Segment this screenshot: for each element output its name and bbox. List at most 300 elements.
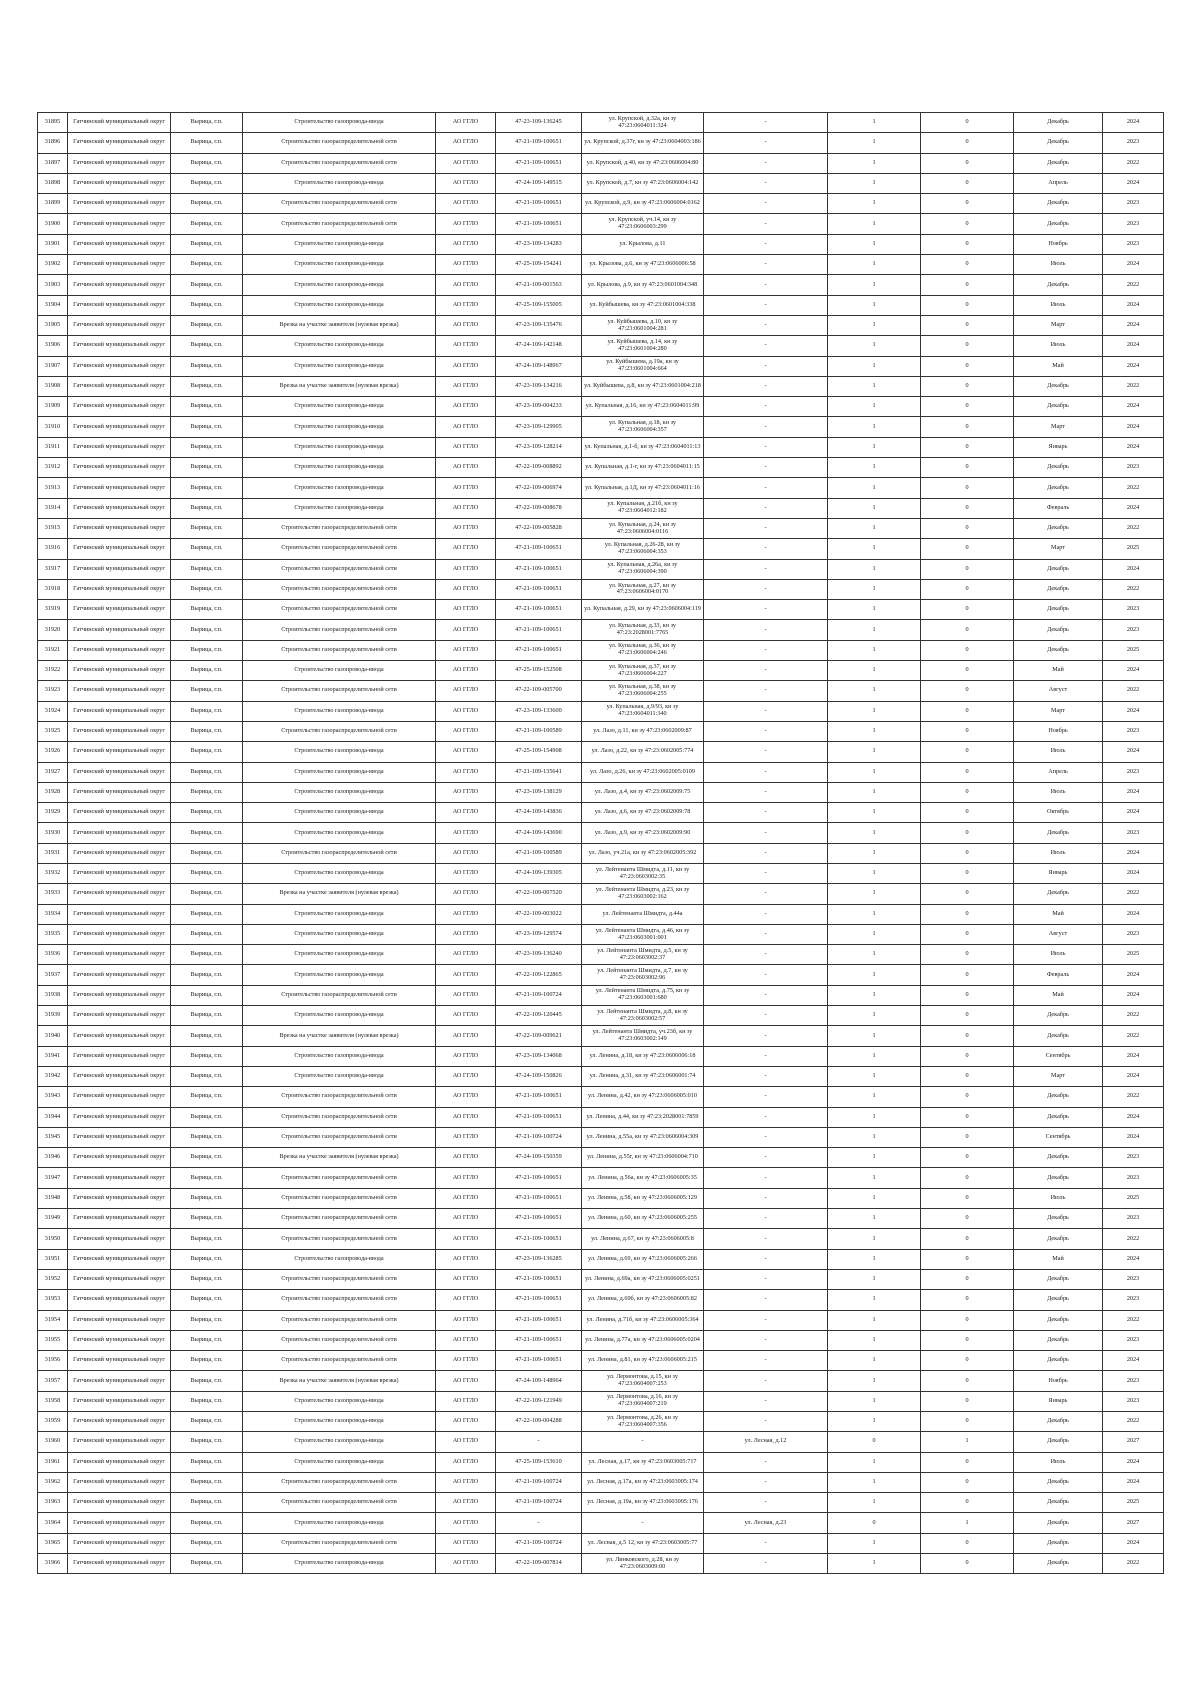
- operator-cell: АО ГГЛО: [436, 1371, 496, 1391]
- settlement-cell: Вырица, г.п.: [171, 295, 243, 315]
- count-b-cell: 0: [921, 417, 1014, 437]
- month-cell: Декабрь: [1014, 1006, 1103, 1026]
- settlement-cell: Вырица, г.п.: [171, 762, 243, 782]
- settlement-cell: Вырица, г.п.: [171, 904, 243, 924]
- planned-address-cell: -: [704, 234, 828, 254]
- month-cell: Декабрь: [1014, 884, 1103, 904]
- month-cell: Март: [1014, 539, 1103, 559]
- month-cell: Август: [1014, 924, 1103, 944]
- request-code-cell: 47-23-109-129905: [496, 417, 582, 437]
- settlement-cell: Вырица, г.п.: [171, 1026, 243, 1046]
- row-number: 31965: [38, 1533, 68, 1553]
- operator-cell: АО ГГЛО: [436, 843, 496, 863]
- month-cell: Ноябрь: [1014, 721, 1103, 741]
- table-row: [38, 863, 1164, 883]
- year-cell: 2024: [1103, 437, 1164, 457]
- settlement-cell: Вырица, г.п.: [171, 1229, 243, 1249]
- address-cell: ул. Лейтенанта Шмидта, д.5, кн зу 47:23:0603002:37: [582, 945, 704, 965]
- operator-cell: АО ГГЛО: [436, 1026, 496, 1046]
- request-code-cell: 47-23-109-134216: [496, 376, 582, 396]
- planned-address-cell: -: [704, 498, 828, 518]
- table-row: [38, 133, 1164, 153]
- operator-cell: АО ГГЛО: [436, 661, 496, 681]
- settlement-cell: Вырица, г.п.: [171, 782, 243, 802]
- year-cell: 2024: [1103, 863, 1164, 883]
- year-cell: 2024: [1103, 498, 1164, 518]
- work-type-cell: Строительство газопровода-ввода: [243, 275, 436, 295]
- month-cell: Июль: [1014, 945, 1103, 965]
- count-a-cell: 1: [828, 255, 921, 275]
- operator-cell: АО ГГЛО: [436, 1513, 496, 1533]
- count-b-cell: 0: [921, 1371, 1014, 1391]
- row-number: 31896: [38, 133, 68, 153]
- municipality-cell: Гатчинский муниципальный округ: [68, 1371, 171, 1391]
- row-number: 31934: [38, 904, 68, 924]
- operator-cell: АО ГГЛО: [436, 214, 496, 234]
- request-code-cell: 47-21-109-100651: [496, 559, 582, 579]
- count-b-cell: 0: [921, 782, 1014, 802]
- planned-address-cell: -: [704, 1472, 828, 1492]
- row-number: 31918: [38, 579, 68, 599]
- work-type-cell: Строительство газопровода-ввода: [243, 1249, 436, 1269]
- request-code-cell: 47-21-109-100724: [496, 1533, 582, 1553]
- table-row: [38, 1391, 1164, 1411]
- settlement-cell: Вырица, г.п.: [171, 133, 243, 153]
- request-code-cell: 47-22-109-008892: [496, 458, 582, 478]
- municipality-cell: Гатчинский муниципальный округ: [68, 1452, 171, 1472]
- year-cell: 2025: [1103, 1493, 1164, 1513]
- address-cell: ул. Лейтенанта Шмидта, уч.23б, кн зу 47:23:0603002:149: [582, 1026, 704, 1046]
- year-cell: 2023: [1103, 620, 1164, 640]
- settlement-cell: Вырица, г.п.: [171, 1127, 243, 1147]
- year-cell: 2023: [1103, 1269, 1164, 1289]
- month-cell: Декабрь: [1014, 1513, 1103, 1533]
- settlement-cell: Вырица, г.п.: [171, 1249, 243, 1269]
- request-code-cell: 47-24-109-150826: [496, 1066, 582, 1086]
- municipality-cell: Гатчинский муниципальный округ: [68, 113, 171, 133]
- planned-address-cell: -: [704, 1168, 828, 1188]
- municipality-cell: Гатчинский муниципальный округ: [68, 1168, 171, 1188]
- work-type-cell: Строительство газопровода-ввода: [243, 1452, 436, 1472]
- count-a-cell: 1: [828, 1249, 921, 1269]
- month-cell: Декабрь: [1014, 640, 1103, 660]
- address-cell: ул. Крылова, д.9, кн зу 47:23:0601004:348: [582, 275, 704, 295]
- address-cell: ул. Купальная, д.27, кн зу 47:23:0606004:0170: [582, 579, 704, 599]
- settlement-cell: Вырица, г.п.: [171, 1310, 243, 1330]
- planned-address-cell: -: [704, 1107, 828, 1127]
- count-b-cell: 0: [921, 559, 1014, 579]
- operator-cell: АО ГГЛО: [436, 1472, 496, 1492]
- month-cell: Июль: [1014, 782, 1103, 802]
- address-cell: ул. Лазо, д.22, кн зу 47:23:0602005:774: [582, 742, 704, 762]
- operator-cell: АО ГГЛО: [436, 782, 496, 802]
- count-a-cell: 1: [828, 1391, 921, 1411]
- address-cell: ул. Ленина, д.69, кн зу 47:23:0606005:266: [582, 1249, 704, 1269]
- table-row: [38, 498, 1164, 518]
- settlement-cell: Вырица, г.п.: [171, 1148, 243, 1168]
- request-code-cell: 47-22-109-003022: [496, 904, 582, 924]
- settlement-cell: Вырица, г.п.: [171, 1472, 243, 1492]
- month-cell: Февраль: [1014, 498, 1103, 518]
- operator-cell: АО ГГЛО: [436, 539, 496, 559]
- count-a-cell: 1: [828, 661, 921, 681]
- row-number: 31939: [38, 1006, 68, 1026]
- table-row: [38, 539, 1164, 559]
- work-type-cell: Строительство газопровода-ввода: [243, 863, 436, 883]
- settlement-cell: Вырица, г.п.: [171, 194, 243, 214]
- municipality-cell: Гатчинский муниципальный округ: [68, 884, 171, 904]
- request-code-cell: 47-25-109-153610: [496, 1452, 582, 1472]
- planned-address-cell: -: [704, 1452, 828, 1472]
- year-cell: 2024: [1103, 965, 1164, 985]
- row-number: 31929: [38, 803, 68, 823]
- table-row: [38, 1513, 1164, 1533]
- municipality-cell: Гатчинский муниципальный округ: [68, 762, 171, 782]
- year-cell: 2025: [1103, 640, 1164, 660]
- year-cell: 2023: [1103, 823, 1164, 843]
- count-a-cell: 1: [828, 1046, 921, 1066]
- month-cell: Сентябрь: [1014, 1046, 1103, 1066]
- work-type-cell: Строительство газопровода-ввода: [243, 1066, 436, 1086]
- year-cell: 2024: [1103, 1066, 1164, 1086]
- count-b-cell: 0: [921, 295, 1014, 315]
- address-cell: ул. Купальная, д.33, кн зу 47:23:2028001:7765: [582, 620, 704, 640]
- operator-cell: АО ГГЛО: [436, 1391, 496, 1411]
- month-cell: Декабрь: [1014, 1554, 1103, 1574]
- month-cell: Декабрь: [1014, 1269, 1103, 1289]
- address-cell: ул. Ленина, д.42, кн зу 47:23:0606005:010: [582, 1087, 704, 1107]
- year-cell: 2022: [1103, 518, 1164, 538]
- operator-cell: АО ГГЛО: [436, 884, 496, 904]
- municipality-cell: Гатчинский муниципальный округ: [68, 153, 171, 173]
- planned-address-cell: -: [704, 275, 828, 295]
- table-row: [38, 194, 1164, 214]
- settlement-cell: Вырица, г.п.: [171, 965, 243, 985]
- table-row: [38, 1127, 1164, 1147]
- planned-address-cell: -: [704, 173, 828, 193]
- table-row: [38, 113, 1164, 133]
- table-row: [38, 1533, 1164, 1553]
- operator-cell: АО ГГЛО: [436, 945, 496, 965]
- planned-address-cell: -: [704, 945, 828, 965]
- count-b-cell: 1: [921, 1513, 1014, 1533]
- settlement-cell: Вырица, г.п.: [171, 1168, 243, 1188]
- count-a-cell: 1: [828, 945, 921, 965]
- planned-address-cell: -: [704, 518, 828, 538]
- month-cell: Декабрь: [1014, 397, 1103, 417]
- planned-address-cell: -: [704, 1066, 828, 1086]
- work-type-cell: Строительство газораспределительной сети: [243, 1127, 436, 1147]
- registry-document: [37, 112, 1163, 1574]
- year-cell: 2022: [1103, 681, 1164, 701]
- planned-address-cell: -: [704, 356, 828, 376]
- year-cell: 2027: [1103, 1513, 1164, 1533]
- count-b-cell: 0: [921, 336, 1014, 356]
- operator-cell: АО ГГЛО: [436, 1554, 496, 1574]
- work-type-cell: Строительство газопровода-ввода: [243, 478, 436, 498]
- month-cell: Декабрь: [1014, 458, 1103, 478]
- address-cell: ул. Крупской, д.40, кн зу 47:23:0606004:80: [582, 153, 704, 173]
- month-cell: Октябрь: [1014, 803, 1103, 823]
- count-a-cell: 1: [828, 1229, 921, 1249]
- municipality-cell: Гатчинский муниципальный округ: [68, 1351, 171, 1371]
- count-b-cell: 0: [921, 1107, 1014, 1127]
- year-cell: 2023: [1103, 762, 1164, 782]
- settlement-cell: Вырица, г.п.: [171, 661, 243, 681]
- address-cell: ул. Ленина, д.18, кн зу 47:23:0606006:18: [582, 1046, 704, 1066]
- month-cell: Ноябрь: [1014, 1371, 1103, 1391]
- request-code-cell: 47-22-109-007520: [496, 884, 582, 904]
- month-cell: Декабрь: [1014, 518, 1103, 538]
- municipality-cell: Гатчинский муниципальный округ: [68, 721, 171, 741]
- settlement-cell: Вырица, г.п.: [171, 356, 243, 376]
- year-cell: 2023: [1103, 1209, 1164, 1229]
- request-code-cell: 47-22-109-005700: [496, 681, 582, 701]
- address-cell: ул. Ленина, д.81, кн зу 47:23:0606005:215: [582, 1351, 704, 1371]
- year-cell: 2024: [1103, 255, 1164, 275]
- planned-address-cell: ул. Лесная, д.23: [704, 1513, 828, 1533]
- year-cell: 2023: [1103, 1371, 1164, 1391]
- municipality-cell: Гатчинский муниципальный округ: [68, 397, 171, 417]
- planned-address-cell: -: [704, 437, 828, 457]
- count-a-cell: 1: [828, 681, 921, 701]
- table-row: [38, 782, 1164, 802]
- municipality-cell: Гатчинский муниципальный округ: [68, 1472, 171, 1492]
- settlement-cell: Вырица, г.п.: [171, 945, 243, 965]
- year-cell: 2024: [1103, 336, 1164, 356]
- table-row: [38, 1330, 1164, 1350]
- year-cell: 2024: [1103, 1472, 1164, 1492]
- operator-cell: АО ГГЛО: [436, 478, 496, 498]
- table-row: [38, 1066, 1164, 1086]
- work-type-cell: Строительство газораспределительной сети: [243, 153, 436, 173]
- planned-address-cell: -: [704, 1351, 828, 1371]
- work-type-cell: Строительство газораспределительной сети: [243, 843, 436, 863]
- row-number: 31907: [38, 356, 68, 376]
- operator-cell: АО ГГЛО: [436, 1209, 496, 1229]
- row-number: 31960: [38, 1432, 68, 1452]
- month-cell: Декабрь: [1014, 1330, 1103, 1350]
- planned-address-cell: -: [704, 1209, 828, 1229]
- row-number: 31904: [38, 295, 68, 315]
- row-number: 31915: [38, 518, 68, 538]
- work-type-cell: Строительство газопровода-ввода: [243, 295, 436, 315]
- work-type-cell: Строительство газораспределительной сети: [243, 681, 436, 701]
- year-cell: 2023: [1103, 600, 1164, 620]
- row-number: 31949: [38, 1209, 68, 1229]
- row-number: 31913: [38, 478, 68, 498]
- operator-cell: АО ГГЛО: [436, 498, 496, 518]
- municipality-cell: Гатчинский муниципальный округ: [68, 1269, 171, 1289]
- request-code-cell: 47-21-109-100651: [496, 600, 582, 620]
- settlement-cell: Вырица, г.п.: [171, 823, 243, 843]
- year-cell: 2027: [1103, 1432, 1164, 1452]
- settlement-cell: Вырица, г.п.: [171, 275, 243, 295]
- address-cell: ул. Ленина, д.58, кн зу 47:23:0606005:129: [582, 1188, 704, 1208]
- count-b-cell: 0: [921, 1472, 1014, 1492]
- municipality-cell: Гатчинский муниципальный округ: [68, 579, 171, 599]
- count-a-cell: 1: [828, 1107, 921, 1127]
- count-b-cell: 0: [921, 965, 1014, 985]
- year-cell: 2024: [1103, 701, 1164, 721]
- work-type-cell: Строительство газораспределительной сети: [243, 1493, 436, 1513]
- row-number: 31912: [38, 458, 68, 478]
- table-row: [38, 173, 1164, 193]
- municipality-cell: Гатчинский муниципальный округ: [68, 843, 171, 863]
- request-code-cell: 47-21-109-001563: [496, 275, 582, 295]
- operator-cell: АО ГГЛО: [436, 1533, 496, 1553]
- month-cell: Декабрь: [1014, 1351, 1103, 1371]
- count-a-cell: 1: [828, 721, 921, 741]
- month-cell: Сентябрь: [1014, 1127, 1103, 1147]
- operator-cell: АО ГГЛО: [436, 1006, 496, 1026]
- count-b-cell: 0: [921, 173, 1014, 193]
- table-row: [38, 1006, 1164, 1026]
- work-type-cell: Строительство газопровода-ввода: [243, 234, 436, 254]
- planned-address-cell: -: [704, 1371, 828, 1391]
- work-type-cell: Строительство газопровода-ввода: [243, 1432, 436, 1452]
- request-code-cell: 47-21-109-100589: [496, 721, 582, 741]
- request-code-cell: 47-24-109-149515: [496, 173, 582, 193]
- table-row: [38, 153, 1164, 173]
- address-cell: ул. Купальная, д.1-г, кн зу 47:23:0604011:15: [582, 458, 704, 478]
- table-row: [38, 1493, 1164, 1513]
- request-code-cell: 47-23-109-134283: [496, 234, 582, 254]
- request-code-cell: 47-23-109-136285: [496, 1249, 582, 1269]
- row-number: 31923: [38, 681, 68, 701]
- request-code-cell: 47-24-109-139305: [496, 863, 582, 883]
- settlement-cell: Вырица, г.п.: [171, 1290, 243, 1310]
- year-cell: 2024: [1103, 356, 1164, 376]
- work-type-cell: Строительство газопровода-ввода: [243, 945, 436, 965]
- settlement-cell: Вырица, г.п.: [171, 1391, 243, 1411]
- operator-cell: АО ГГЛО: [436, 1188, 496, 1208]
- address-cell: ул. Куйбышева, д.10, кн зу 47:23:0601004:281: [582, 315, 704, 335]
- work-type-cell: Строительство газопровода-ввода: [243, 1513, 436, 1533]
- count-a-cell: 1: [828, 1472, 921, 1492]
- month-cell: Декабрь: [1014, 194, 1103, 214]
- year-cell: 2024: [1103, 1249, 1164, 1269]
- planned-address-cell: -: [704, 417, 828, 437]
- planned-address-cell: -: [704, 1554, 828, 1574]
- municipality-cell: Гатчинский муниципальный округ: [68, 1290, 171, 1310]
- request-code-cell: 47-22-109-006974: [496, 478, 582, 498]
- work-type-cell: Строительство газопровода-ввода: [243, 742, 436, 762]
- planned-address-cell: -: [704, 1310, 828, 1330]
- settlement-cell: Вырица, г.п.: [171, 579, 243, 599]
- count-b-cell: 0: [921, 1229, 1014, 1249]
- municipality-cell: Гатчинский муниципальный округ: [68, 1087, 171, 1107]
- month-cell: Декабрь: [1014, 1107, 1103, 1127]
- operator-cell: АО ГГЛО: [436, 600, 496, 620]
- planned-address-cell: -: [704, 620, 828, 640]
- work-type-cell: Строительство газопровода-ввода: [243, 417, 436, 437]
- count-b-cell: 0: [921, 153, 1014, 173]
- count-a-cell: 1: [828, 1412, 921, 1432]
- year-cell: 2022: [1103, 1310, 1164, 1330]
- count-a-cell: 1: [828, 397, 921, 417]
- count-a-cell: 1: [828, 518, 921, 538]
- operator-cell: АО ГГЛО: [436, 336, 496, 356]
- municipality-cell: Гатчинский муниципальный округ: [68, 904, 171, 924]
- count-a-cell: 1: [828, 336, 921, 356]
- work-type-cell: Строительство газораспределительной сети: [243, 620, 436, 640]
- work-type-cell: Строительство газопровода-ввода: [243, 437, 436, 457]
- address-cell: ул. Купальная, д.1-б, кн зу 47:23:0604011:13: [582, 437, 704, 457]
- row-number: 31898: [38, 173, 68, 193]
- request-code-cell: 47-21-109-100724: [496, 985, 582, 1005]
- row-number: 31910: [38, 417, 68, 437]
- year-cell: 2022: [1103, 376, 1164, 396]
- municipality-cell: Гатчинский муниципальный округ: [68, 1127, 171, 1147]
- municipality-cell: Гатчинский муниципальный округ: [68, 1107, 171, 1127]
- count-b-cell: 0: [921, 458, 1014, 478]
- operator-cell: АО ГГЛО: [436, 823, 496, 843]
- municipality-cell: Гатчинский муниципальный округ: [68, 661, 171, 681]
- operator-cell: АО ГГЛО: [436, 1412, 496, 1432]
- work-type-cell: Строительство газораспределительной сети: [243, 1087, 436, 1107]
- row-number: 31921: [38, 640, 68, 660]
- address-cell: ул. Ленина, д.55г, кн зу 47:23:0606004:710: [582, 1148, 704, 1168]
- count-b-cell: 0: [921, 904, 1014, 924]
- work-type-cell: Врезка на участке заявителя (нулевая врезка): [243, 1026, 436, 1046]
- municipality-cell: Гатчинский муниципальный округ: [68, 173, 171, 193]
- settlement-cell: Вырица, г.п.: [171, 397, 243, 417]
- table-row: [38, 214, 1164, 234]
- count-b-cell: 0: [921, 579, 1014, 599]
- month-cell: Декабрь: [1014, 1026, 1103, 1046]
- table-row: [38, 1188, 1164, 1208]
- month-cell: Август: [1014, 681, 1103, 701]
- municipality-cell: Гатчинский муниципальный округ: [68, 782, 171, 802]
- count-b-cell: 0: [921, 1087, 1014, 1107]
- row-number: 31946: [38, 1148, 68, 1168]
- address-cell: ул. Ленина, д.69а, кн зу 47:23:0606005:0251: [582, 1269, 704, 1289]
- count-b-cell: 0: [921, 1330, 1014, 1350]
- table-row: [38, 1107, 1164, 1127]
- request-code-cell: 47-22-109-004288: [496, 1412, 582, 1432]
- work-type-cell: Врезка на участке заявителя (нулевая врезка): [243, 1148, 436, 1168]
- table-row: [38, 458, 1164, 478]
- table-row: [38, 843, 1164, 863]
- address-cell: ул. Крылова, д.11: [582, 234, 704, 254]
- request-code-cell: 47-21-109-135641: [496, 762, 582, 782]
- address-cell: ул. Линковского, д.28, кн зу 47:23:0603009:00: [582, 1554, 704, 1574]
- count-b-cell: 0: [921, 275, 1014, 295]
- year-cell: 2024: [1103, 1351, 1164, 1371]
- settlement-cell: Вырица, г.п.: [171, 214, 243, 234]
- count-a-cell: 1: [828, 1188, 921, 1208]
- settlement-cell: Вырица, г.п.: [171, 1209, 243, 1229]
- year-cell: 2022: [1103, 1229, 1164, 1249]
- municipality-cell: Гатчинский муниципальный округ: [68, 965, 171, 985]
- row-number: 31908: [38, 376, 68, 396]
- count-b-cell: 0: [921, 255, 1014, 275]
- month-cell: Декабрь: [1014, 1290, 1103, 1310]
- table-row: [38, 1412, 1164, 1432]
- municipality-cell: Гатчинский муниципальный округ: [68, 1229, 171, 1249]
- request-code-cell: 47-21-109-100724: [496, 1472, 582, 1492]
- address-cell: ул. Лейтенанта Шмидта, д.46, кн зу 47:23:0603001:001: [582, 924, 704, 944]
- table-row: [38, 1249, 1164, 1269]
- count-a-cell: 1: [828, 701, 921, 721]
- count-a-cell: 1: [828, 133, 921, 153]
- row-number: 31953: [38, 1290, 68, 1310]
- operator-cell: АО ГГЛО: [436, 417, 496, 437]
- request-code-cell: 47-25-109-152508: [496, 661, 582, 681]
- settlement-cell: Вырица, г.п.: [171, 1493, 243, 1513]
- address-cell: ул. Купальная, д.21б, кн зу 47:23:0604012:182: [582, 498, 704, 518]
